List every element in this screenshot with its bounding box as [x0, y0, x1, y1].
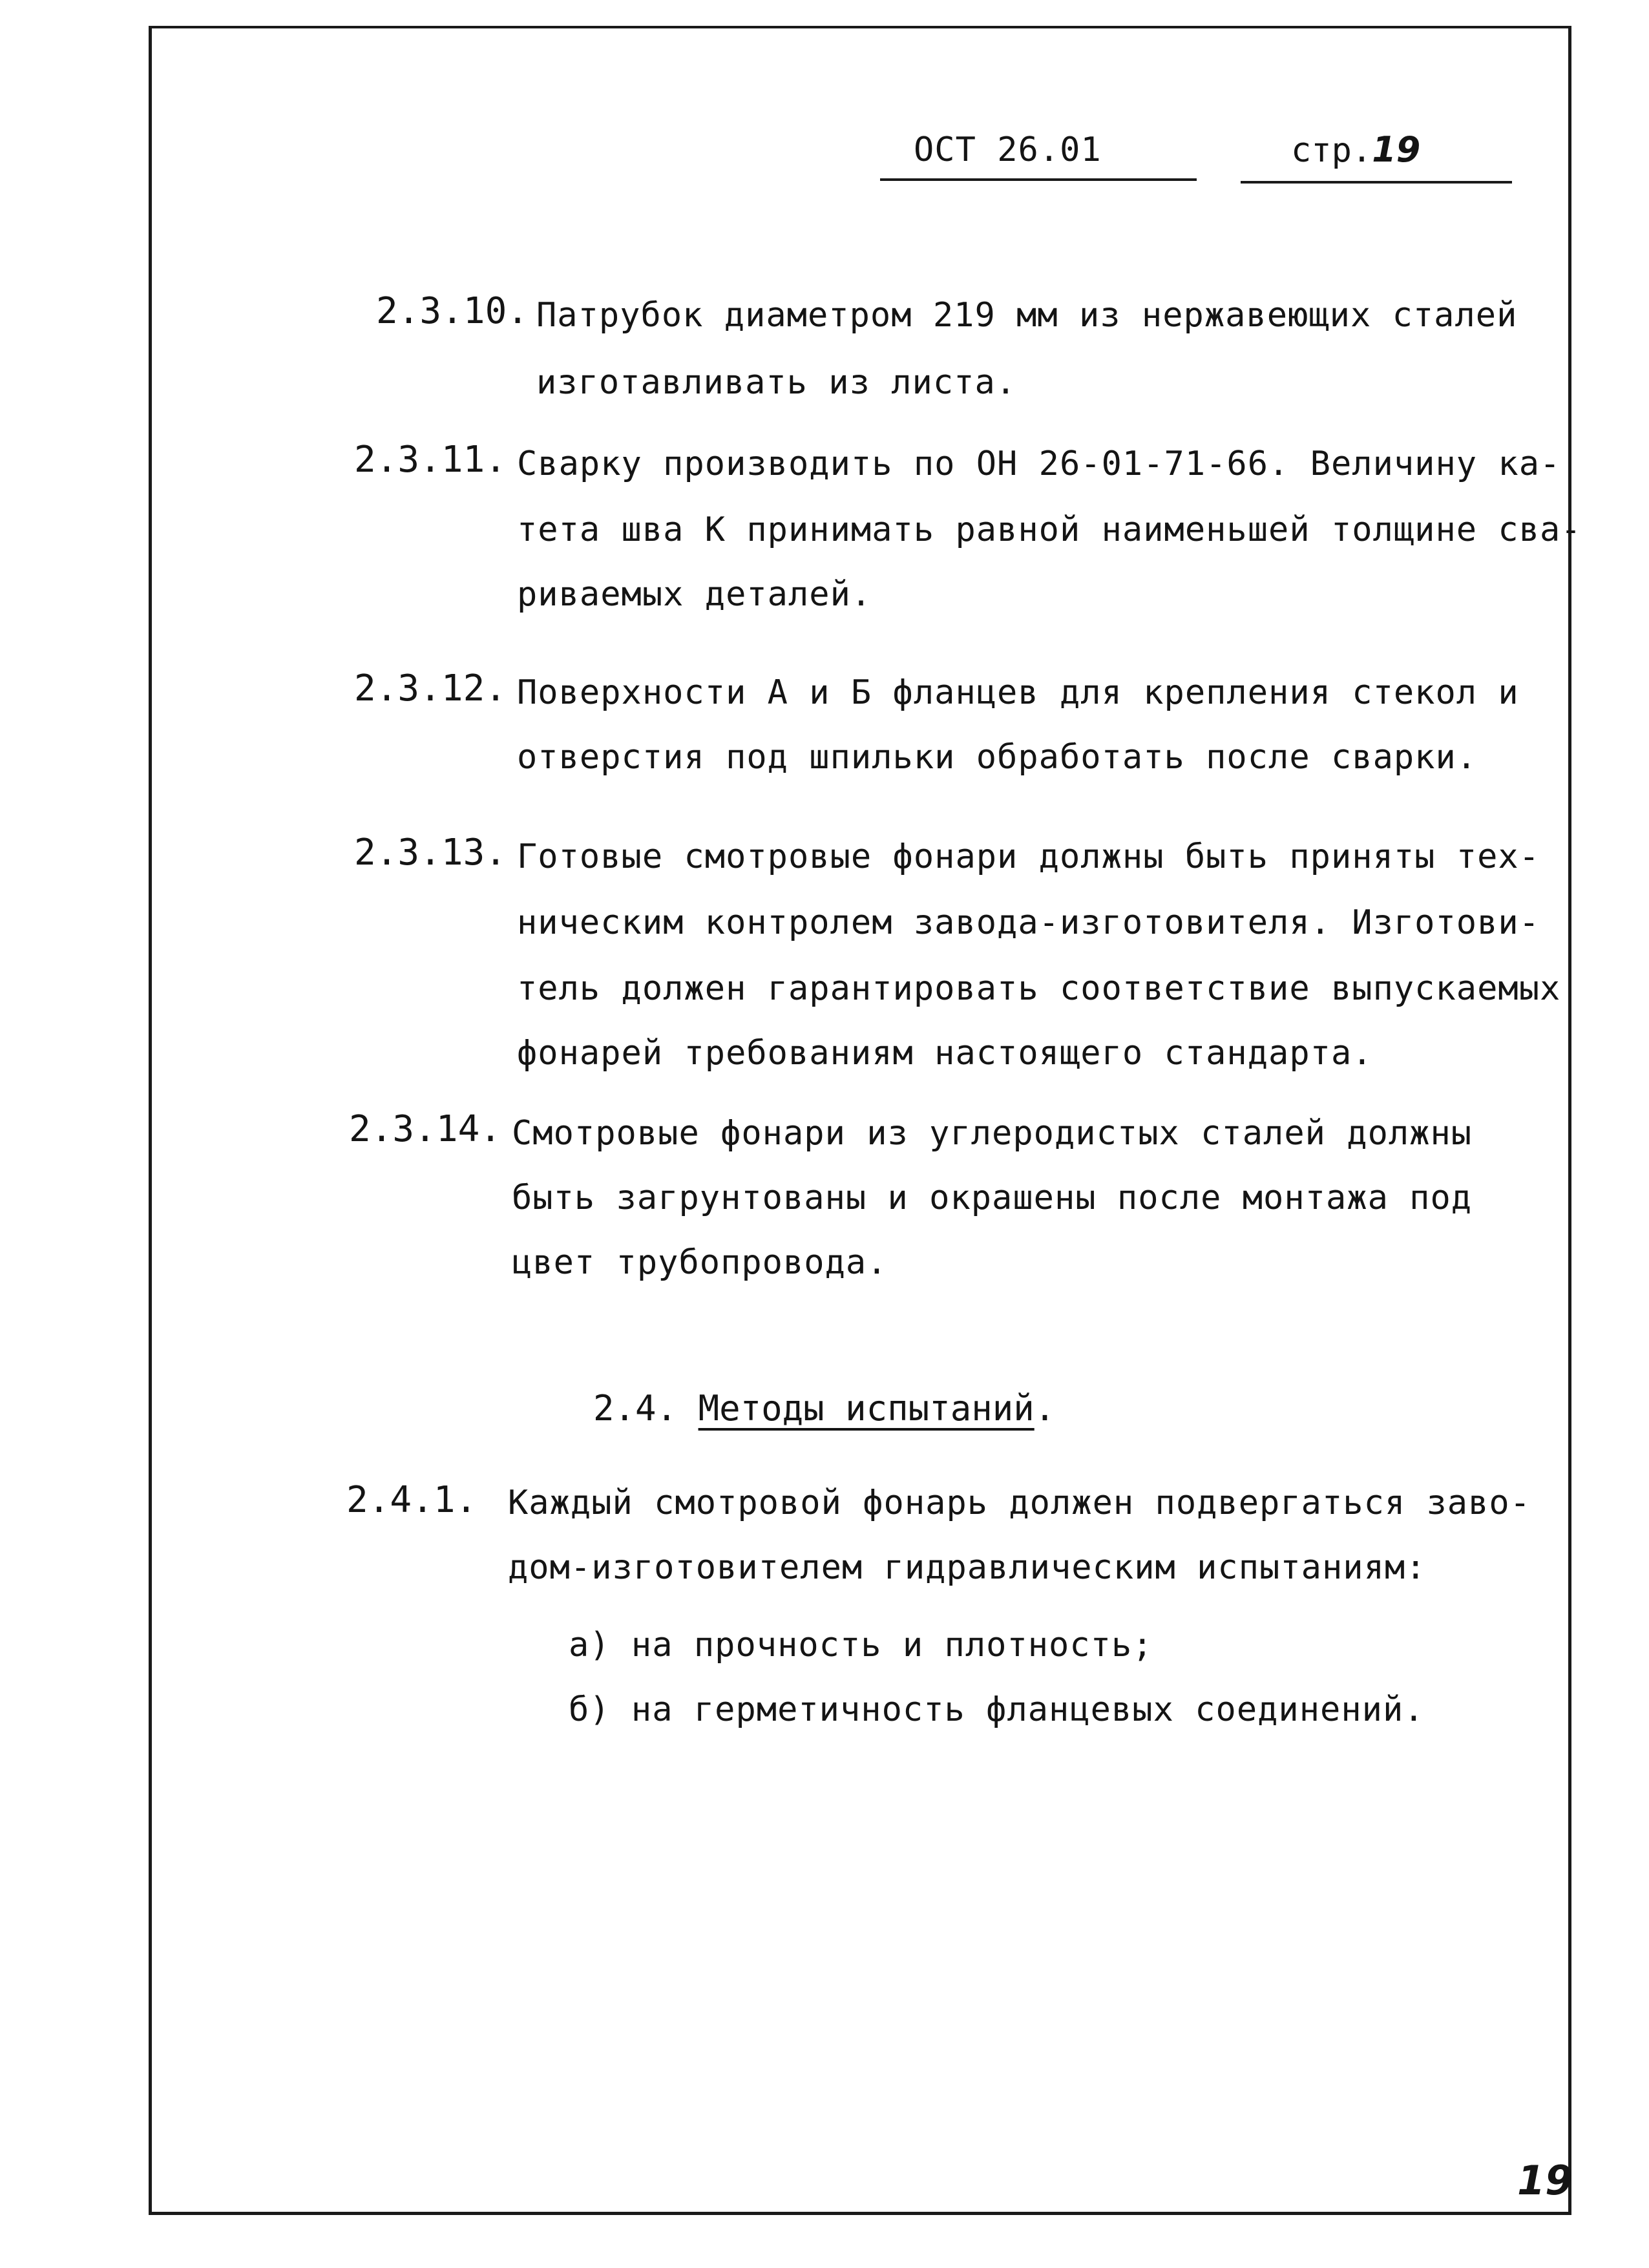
clause-text-line: Сварку производить по ОН 26-01-71-66. Величину ка- — [517, 445, 1561, 483]
clause-text-line: тета шва К принимать равной наименьшей толщине сва- — [517, 510, 1582, 549]
clause-text-line: фонарей требованиям настоящего стандарта. — [517, 1034, 1373, 1073]
clause-text-line: цвет трубопровода. — [512, 1243, 888, 1282]
page-header — [1241, 119, 1512, 184]
section-number: 2.4. — [593, 1388, 678, 1429]
document-number: ОСТ 26.01 — [880, 119, 1197, 181]
page-number: 19 — [1372, 129, 1421, 170]
clause-text-line: быть загрунтованы и окрашены после монтажа под — [512, 1179, 1473, 1217]
page-label: стр. — [1291, 131, 1372, 170]
section-heading — [593, 1389, 1055, 1428]
corner-page-number: 19 — [1517, 2157, 1573, 2204]
clause-text-line: Смотровые фонари из углеродистых сталей должны — [512, 1114, 1473, 1153]
clause-number: 2.3.12. — [354, 667, 507, 709]
section-title-period: . — [1034, 1388, 1056, 1429]
clause-text-line: риваемых деталей. — [517, 575, 872, 614]
clause-text-line: дом-изготовителем гидравлическим испытаниям: — [508, 1548, 1427, 1587]
list-item: б) на герметичность фланцевых соединений. — [569, 1690, 1425, 1729]
clause-number: 2.3.14. — [349, 1108, 502, 1150]
clause-text-line: Поверхности А и Б фланцев для крепления стекол и — [517, 673, 1519, 712]
clause-text-line: Патрубок диаметром 219 мм из нержавеющих сталей — [536, 296, 1518, 335]
clause-text-line: изготавливать из листа. — [536, 363, 1017, 402]
clause-text-line: Готовые смотровые фонари должны быть приняты тех- — [517, 837, 1540, 876]
clause-number: 2.3.13. — [354, 832, 507, 874]
clause-text-line: ническим контролем завода-изготовителя. Изготови- — [517, 903, 1540, 942]
clause-text-line: тель должен гарантировать соответствие выпускаемых — [517, 969, 1561, 1008]
clause-text-line: отверстия под шпильки обработать после сварки. — [517, 738, 1478, 777]
clause-number: 2.4.1. — [346, 1479, 478, 1521]
clause-number: 2.3.11. — [354, 439, 507, 481]
list-item: а) на прочность и плотность; — [569, 1626, 1153, 1664]
clause-number: 2.3.10. — [376, 290, 529, 332]
clause-text-line: Каждый смотровой фонарь должен подвергаться заво- — [508, 1484, 1531, 1522]
section-title: Методы испытаний — [698, 1388, 1035, 1429]
